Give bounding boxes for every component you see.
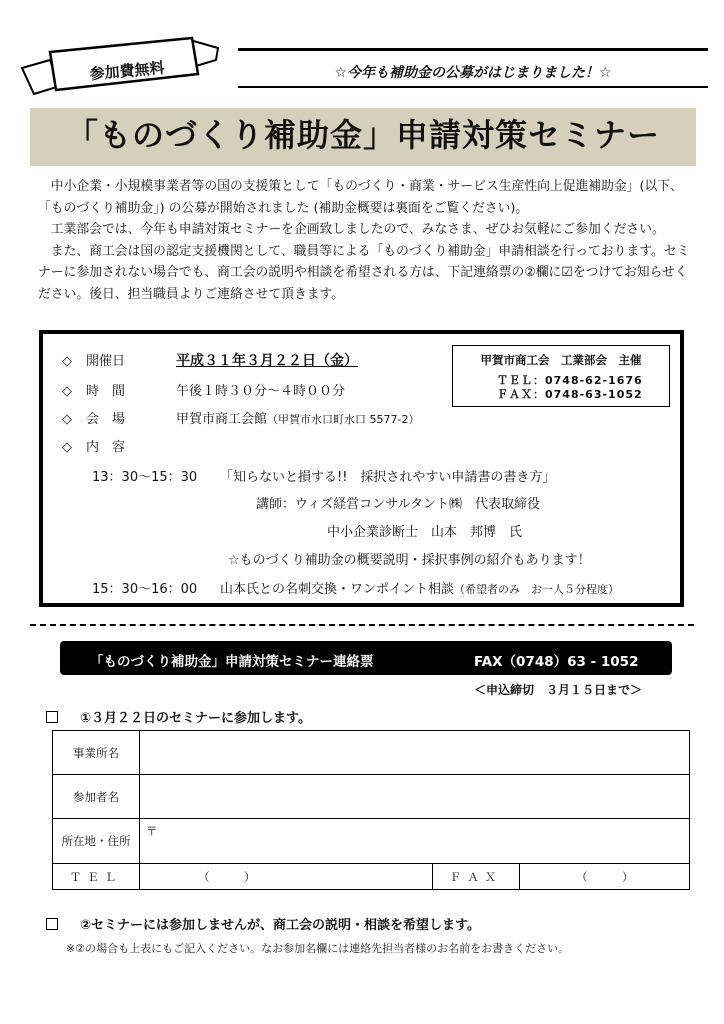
venue-row [62,408,419,427]
diamond-icon: ◇ [62,440,72,455]
option2-row [46,914,480,933]
fax-field[interactable] [520,864,690,890]
organizer-tel: ＴＥＬ：0748-62-1676 [497,374,643,387]
participant-name-field[interactable] [140,775,690,819]
fax-paren: （ ） [576,869,634,884]
time-label: 時 間 [86,384,126,399]
form-header-band [60,641,672,675]
headline-top-rule [238,48,708,51]
page-title: 「ものづくり補助金」申請対策セミナー [65,116,660,154]
address-label: 所在地・住所 [53,819,140,864]
content-row [62,436,176,455]
session2-title: 山本氏との名刺交換・ワンポイント相談 [220,582,455,597]
fax-label: ＦＡＸ [433,864,520,890]
option2-checkbox[interactable] [46,918,58,930]
session2-note: （希望者のみ お一人５分程度） [454,583,620,596]
venue-value: 甲賀市商工会館 [176,412,268,427]
cut-line [30,624,694,626]
option1-label: ①３月２２日のセミナーに参加します。 [80,711,311,726]
footnote: ※②の場合も上表にもご記入ください。なお参加名欄には連絡先担当者様のお名前をお書きください。 [66,942,570,955]
table-row [53,864,690,890]
date-value: 平成３１年３月２２日（金） [176,353,358,369]
time-row [62,380,345,399]
organizer-box [452,345,670,407]
date-row [62,350,358,370]
session2-row [92,578,619,597]
table-row [53,731,690,775]
session1-title: 「知らないと損する!! 採択されやすい申請書の書き方」 [220,470,556,485]
table-row [53,775,690,819]
tel-field[interactable] [140,864,433,890]
registration-table [52,730,690,890]
address-field[interactable] [140,819,690,864]
extra-note: ☆ものづくり補助金の概要説明・採択事例の紹介もあります！ [228,553,591,568]
date-label: 開催日 [86,354,126,369]
option1-checkbox[interactable] [46,711,58,723]
venue-address: （甲賀市水口町水口 5577-2） [267,413,420,426]
option2-label: ②セミナーには参加しませんが、商工会の説明・相談を希望します。 [80,918,480,933]
organizer-fax: ＦＡＸ：0748-63-1052 [497,388,643,401]
form-fax: FAX（0748）63 - 1052 [474,654,639,670]
business-name-field[interactable] [140,731,690,775]
headline-bottom-rule [238,86,708,88]
venue-label: 会 場 [86,412,126,427]
time-value: 午後１時３０分～４時００分 [176,384,346,399]
tel-label: ＴＥＬ [53,864,140,890]
participant-name-label: 参加者名 [53,775,140,819]
headline: ☆今年も補助金の公募がはじまりました！☆ [334,65,612,81]
session1-row [92,466,555,485]
table-row [53,819,690,864]
business-name-label: 事業所名 [53,731,140,775]
session1-time: 13：30～15：30 [92,470,198,485]
session2-time: 15：30～16：00 [92,582,198,597]
lecturer-line-2: 中小企業診断士 山本 邦博 氏 [327,525,523,540]
organizer-title: 甲賀市商工会 工業部会 主催 [480,353,642,367]
content-label: 内 容 [86,440,126,455]
intro-paragraph-3: また、商工会は国の認定支援機関として、職員等による「ものづくり補助金」申請相談を行っております。セミナーに参加されない場合でも、商工会の説明や相談を希望される方は、下記連絡票の②欄に☑をつけてお知らせください。後日、担当職員よりご連絡させて頂きます。 [38,243,690,302]
lecturer-line-1: 講師：ウィズ経営コンサルタント㈱ 代表取締役 [256,497,541,512]
deadline: ＜申込締切 ３月１５日まで＞ [474,683,643,697]
intro-text [38,176,690,305]
postal-mark: 〒 [146,824,158,838]
intro-paragraph-2: 工業部会では、今年も申請対策セミナーを企画致しましたので、みなさま、ぜひお気軽にご参加ください。 [50,222,665,237]
free-admission-badge: 参加費無料 [88,58,166,84]
intro-paragraph-1: 中小企業・小規模事業者等の国の支援策として「ものづくり・商業・サービス生産性向上促進補助金」(以下、「ものづくり補助金」) の公募が開始されました (補助金概要は裏面をご覧ください)。 [38,179,683,216]
diamond-icon: ◇ [62,384,72,399]
diamond-icon: ◇ [62,354,72,369]
form-title: 「ものづくり補助金」申請対策セミナー連絡票 [90,654,374,670]
tel-paren: （ ） [198,869,256,884]
option1-row [46,707,311,726]
diamond-icon: ◇ [62,412,72,427]
